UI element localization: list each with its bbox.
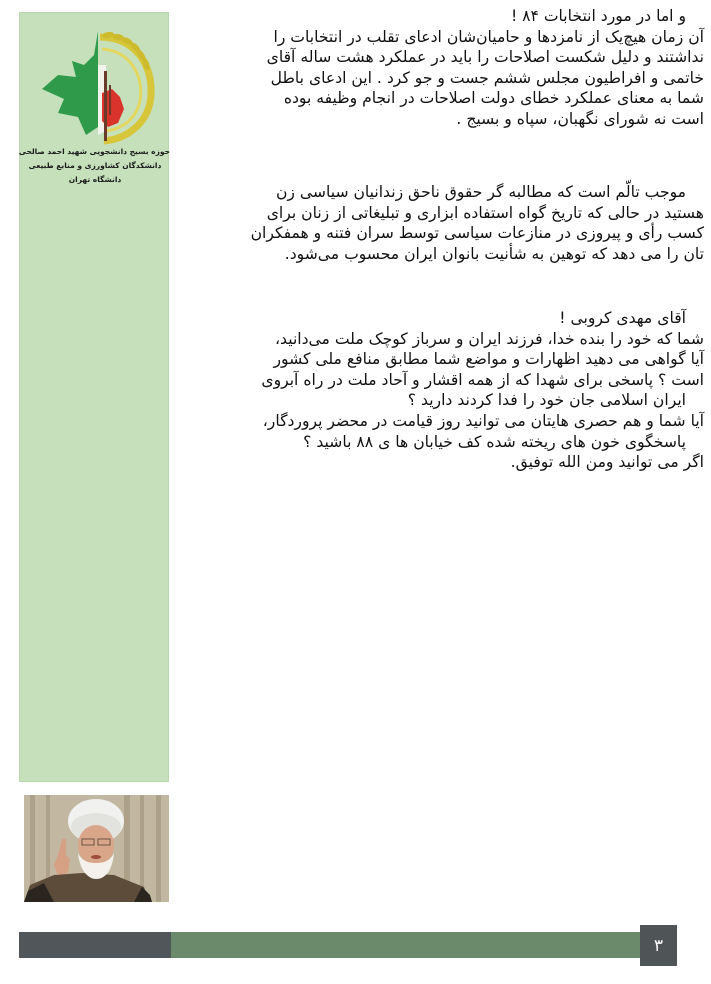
paragraph-women-prisoners — [251, 182, 704, 264]
paragraph-line: شما که خود را بنده خدا، فرزند ایران و سرباز کوچک ملت می‌دانید، — [275, 329, 704, 348]
paragraph-line: است ؟ پاسخی برای شهدا که از همه اقشار و آحاد ملت در راه آبروی — [261, 370, 704, 389]
paragraph-heading: و اما در مورد انتخابات ۸۴ ! — [510, 7, 686, 25]
maple-leaf-wheat-emblem-icon — [28, 25, 162, 145]
paragraph-line: آن زمان هیچ‌یک از نامزدها و حامیان‌شان ادعای تقلب در انتخابات را — [273, 27, 704, 46]
page-number-label: ۳ — [653, 935, 664, 956]
paragraph-line: ایران اسلامی جان خود را فدا کردند دارید ؟ — [407, 391, 686, 410]
page-number — [640, 925, 677, 966]
paragraph-elections-84 — [267, 6, 704, 130]
logo-caption-line: دانشکدگان کشاورزی و منابع طبیعی — [28, 161, 162, 170]
paragraph-line: آیا گواهی می دهید اظهارات و مواضع شما مطابق منافع ملی کشور — [273, 350, 704, 369]
paragraph-line: کسب رأی و پیروزی در منازعات سیاسی توسط سران فتنه و همفکران — [250, 224, 704, 243]
logo-caption-line: دانشگاه تهران — [68, 175, 122, 184]
paragraph-line: موجب تالّم است که مطالبه گر حقوق ناحق زندانیان سیاسی زن — [275, 183, 686, 201]
sidebar-panel — [19, 12, 169, 782]
paragraph-address-karroubi — [261, 308, 704, 473]
paragraph-line: است نه شورای نگهبان، سپاه و بسیج . — [456, 109, 704, 128]
paragraph-line: نداشتند و دلیل شکست اصلاحات را باید در عملکرد هشت ساله آقای — [266, 48, 704, 67]
footer-bar-dark-segment — [19, 932, 171, 958]
paragraph-line: شما به معنای عملکرد خطای دولت اصلاحات در انجام وظیفه بوده — [283, 89, 704, 108]
paragraph-line: آیا شما و هم حصری هایتان می توانید روز قیامت در محضر پروردگار، — [262, 411, 704, 430]
paragraph-heading: آقای مهدی کروبی ! — [559, 309, 686, 327]
logo-caption-line: حوزه بسیج دانشجویی شهید احمد صالحی — [18, 147, 170, 156]
paragraph-line: پاسخگوی خون های ریخته شده کف خیابان ها ی ۸۸ باشید ؟ — [303, 432, 686, 451]
paragraph-line: اگر می توانید ومن الله توفیق. — [510, 453, 704, 472]
portrait-image — [24, 795, 169, 902]
paragraph-line: هستید در حالی که تاریخ گواه استفاده ابزاری و تبلیغاتی از زنان برای — [266, 203, 704, 222]
paragraph-line: تان را می دهد که توهین به شأنیت بانوان ایران محسوب می‌شود. — [284, 244, 704, 263]
paragraph-line: خاتمی و افراطیون مجلس ششم جست و جو کرد . این ادعای باطل — [270, 68, 704, 87]
logo-caption — [20, 145, 170, 187]
portrait-photo — [24, 795, 169, 902]
